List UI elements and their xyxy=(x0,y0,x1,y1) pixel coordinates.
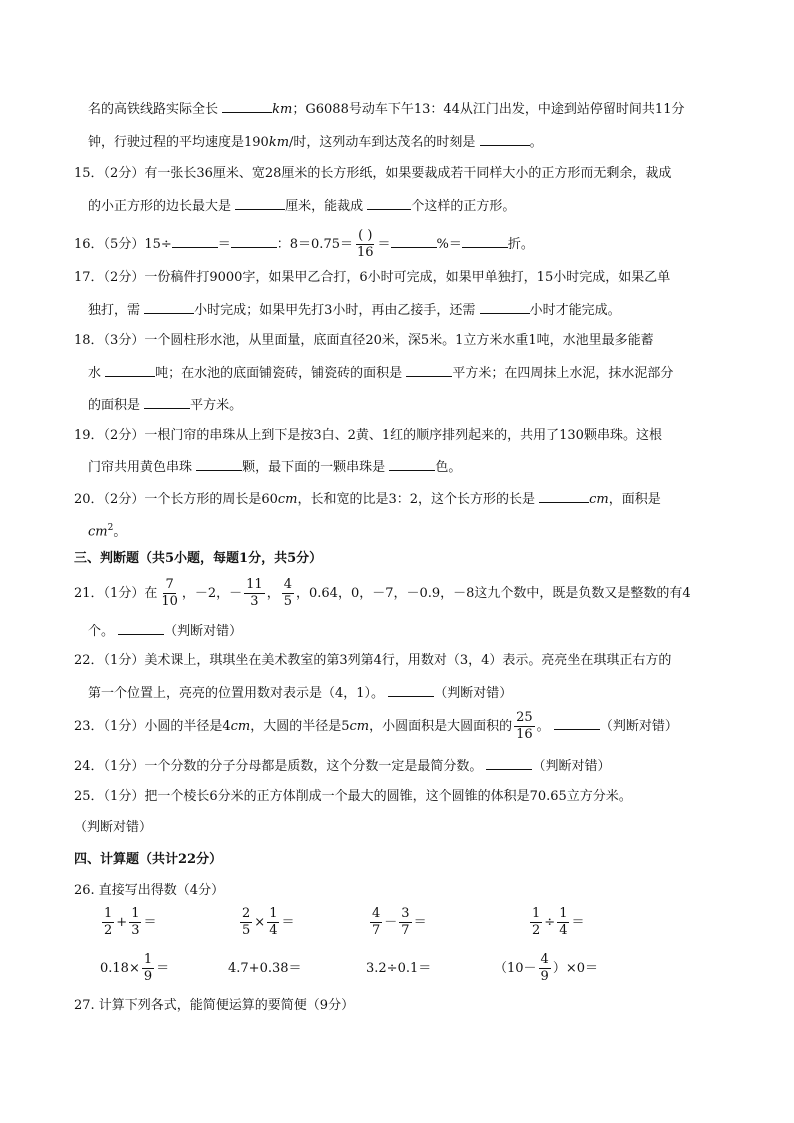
q17-line1: 17．（2分）一份稿件打9000字，如果甲乙合打，6小时可完成，如果甲单独打，15小时完成，如果乙单 xyxy=(74,270,671,285)
q17-line2 xyxy=(88,299,621,321)
q17-text: 小时完成；如果甲先打3小时，再由乙接手，还需 xyxy=(194,303,476,318)
fraction: $\frac{25}{16}$ xyxy=(516,710,533,742)
q16-line xyxy=(74,228,534,262)
q23-line xyxy=(74,709,678,745)
q26-r1-c2 xyxy=(238,906,294,940)
q16-text: 16．（5分）15÷ xyxy=(74,237,172,252)
answer-blank[interactable] xyxy=(406,362,452,377)
fraction: $\frac{4}{7}$ xyxy=(372,906,381,938)
q19-line1: 19．（2分）一根门帘的串珠从上到下是按3白、2黄、1红的顺序排列起来的，共用了130颗串珠。这根 xyxy=(74,428,662,443)
answer-blank[interactable] xyxy=(144,299,194,314)
answer-blank[interactable] xyxy=(118,620,164,635)
q14-text: 钟，行驶过程的平均速度是190 xyxy=(88,135,269,150)
q19-text: 门帘共用黄色串珠 xyxy=(88,460,193,475)
answer-blank[interactable] xyxy=(235,195,285,210)
q14-text: ；G6088号动车下午13：44从江门出发，中途到站停留时间共11分 xyxy=(292,102,685,117)
q19-text: 色。 xyxy=(435,460,462,475)
answer-blank[interactable] xyxy=(462,233,508,248)
answer-blank[interactable] xyxy=(391,233,437,248)
q26-r2-c4: （10－ $\frac{4}{9}$ ）×0＝ xyxy=(494,952,598,984)
q19-text: 颗，最下面的一颗串珠是 xyxy=(242,460,386,475)
q24-text: 24．（1分）一个分数的分子分母都是质数，这个分数一定是最简分数。 xyxy=(74,759,483,774)
answer-blank[interactable] xyxy=(222,98,272,113)
answer-blank[interactable] xyxy=(231,233,277,248)
judge-hint: （判断对错） xyxy=(532,759,611,774)
q26-r2-c2: 4.7+0.38＝ xyxy=(228,961,302,976)
answer-blank[interactable] xyxy=(554,715,600,730)
q26-r1-c3 xyxy=(368,906,427,940)
q14-line2 xyxy=(88,131,543,153)
answer-blank[interactable] xyxy=(144,394,190,409)
unit-km: km xyxy=(272,102,293,117)
answer-blank[interactable] xyxy=(196,456,242,471)
fraction-numerator[interactable]: ( ) xyxy=(358,228,373,243)
unit-cm: cm xyxy=(349,719,370,734)
q20-line1 xyxy=(74,488,661,510)
q25-line2: （判断对错） xyxy=(74,820,153,835)
fraction: $\frac{1}{4}$ xyxy=(269,906,278,938)
q14-line1 xyxy=(88,98,684,120)
fraction: $\frac{1}{4}$ xyxy=(559,906,568,938)
fraction: $\frac{1}{2}$ xyxy=(104,906,113,938)
unit-cm: cm xyxy=(277,492,298,507)
unit-cm: cm xyxy=(230,719,251,734)
q15-text: 厘米，能裁成 xyxy=(285,199,364,214)
q21-line1 xyxy=(74,577,691,611)
q14-text: 名的高铁线路实际全长 xyxy=(88,102,219,117)
fraction: $\frac{7}{10}$ xyxy=(161,577,178,609)
q21-text: 21．（1分）在 xyxy=(74,586,158,601)
answer-blank[interactable] xyxy=(105,362,155,377)
q22-text: 第一个位置上，亮亮的位置用数对表示是（4，1）。 xyxy=(88,686,385,701)
q26-r2-c3: 3.2÷0.1＝ xyxy=(366,961,432,976)
q15-text: 的小正方形的边长最大是 xyxy=(88,199,232,214)
q20-text: 。 xyxy=(113,524,127,540)
q18-text: 平方米；在四周抹上水泥，抹水泥部分 xyxy=(452,366,674,381)
q27-title: 27. 计算下列各式，能简便运算的要简便（9分） xyxy=(74,998,355,1013)
fraction: $\frac{3}{7}$ xyxy=(401,906,410,938)
answer-blank[interactable] xyxy=(172,233,218,248)
fraction: $\frac{1}{3}$ xyxy=(131,906,140,938)
q23-text: 23．（1分）小圆的半径是4 xyxy=(74,719,231,734)
q14-text: 。 xyxy=(529,135,543,150)
q21-line2 xyxy=(88,620,242,642)
equals: ＝ xyxy=(571,915,585,930)
q18-line2 xyxy=(88,362,673,384)
answer-blank[interactable] xyxy=(389,456,435,471)
q26-title: 26. 直接写出得数（4分） xyxy=(74,883,225,898)
answer-blank[interactable] xyxy=(539,488,589,503)
q18-text: 平方米。 xyxy=(190,398,243,413)
answer-blank[interactable] xyxy=(480,131,530,146)
q18-line1: 18．（3分）一个圆柱形水池，从里面量，底面直径20米，深5米。1立方米水重1吨，水池里最多能蓄 xyxy=(74,333,654,348)
q23-text: 。 xyxy=(536,719,550,734)
q26-r1-c4 xyxy=(528,906,584,940)
q16-text: ＝ xyxy=(377,237,391,252)
q16-text: 折。 xyxy=(507,237,534,252)
q18-text: 的面积是 xyxy=(88,398,141,413)
answer-blank[interactable] xyxy=(486,755,532,770)
q21-text: ，0.64，0，－7，－0.9，－8这九个数中，既是负数又是整数的有4 xyxy=(296,586,691,601)
q22-line1: 22．（1分）美术课上，琪琪坐在美术教室的第3列第4行，用数对（3，4）表示。亮亮坐在琪琪正右方的 xyxy=(74,653,672,668)
unit-cm: cm xyxy=(589,492,609,507)
operator: × xyxy=(254,915,266,930)
fraction: $\frac{2}{5}$ xyxy=(242,906,251,938)
q26-r1-c1 xyxy=(100,906,156,940)
operator: － xyxy=(384,915,398,930)
q15-text: 个这样的正方形。 xyxy=(411,199,516,214)
q21-text: ， xyxy=(266,586,280,601)
fraction: $\frac{11}{3}$ xyxy=(246,577,263,609)
q26-r2-c1: 0.18× $\frac{1}{9}$ ＝ xyxy=(100,952,170,984)
q17-text: 小时才能完成。 xyxy=(529,303,621,318)
fraction-denominator: 16 xyxy=(356,245,374,260)
section-3-title: 三、判断题（共5小题，每题1分，共5分） xyxy=(74,551,323,566)
equals: ＝ xyxy=(281,915,295,930)
q21-text: ，－2，－ xyxy=(181,586,243,601)
q20-line2 xyxy=(88,518,126,542)
q18-line3 xyxy=(88,394,242,416)
q23-text: ，小圆面积是大圆面积的 xyxy=(369,719,513,734)
q19-line2 xyxy=(88,456,461,478)
q21-text: 个。 xyxy=(88,624,115,639)
q24-line xyxy=(74,755,610,777)
operator: ÷ xyxy=(544,915,556,930)
superscript: 2 xyxy=(107,523,114,533)
q17-text: 独打，需 xyxy=(88,303,141,318)
unit-km: km xyxy=(268,135,290,150)
q15-line2 xyxy=(88,195,515,217)
answer-blank[interactable] xyxy=(388,682,434,697)
fraction xyxy=(355,228,376,261)
q20-text: ，长和宽的比是3：2，这个长方形的长是 xyxy=(297,492,536,507)
q20-text: ，面积是 xyxy=(608,492,661,507)
equals: ＝ xyxy=(143,915,157,930)
equals: ＝ xyxy=(413,915,427,930)
q16-text: ：8＝0.75＝ xyxy=(276,237,353,252)
q14-text: /时，这列动车到达茂名的时刻是 xyxy=(289,135,476,150)
answer-blank[interactable] xyxy=(480,299,530,314)
q25-line1: 25．（1分）把一个棱长6分米的正方体削成一个最大的圆锥，这个圆锥的体积是70.65立方分米。 xyxy=(74,789,632,804)
section-4-title: 四、计算题（共计22分） xyxy=(74,852,223,867)
judge-hint: （判断对错） xyxy=(434,686,513,701)
q20-text: 20．（2分）一个长方形的周长是60 xyxy=(74,492,278,507)
q23-text: ，大圆的半径是5 xyxy=(250,719,350,734)
fraction: $\frac{1}{9}$ xyxy=(143,952,153,984)
q18-text: 水 xyxy=(88,366,102,381)
answer-blank[interactable] xyxy=(367,195,411,210)
fraction: $\frac{4}{9}$ xyxy=(540,952,549,984)
q16-text: %＝ xyxy=(436,237,462,252)
q22-line2 xyxy=(88,682,512,704)
fraction: $\frac{4}{5}$ xyxy=(283,577,292,609)
operator: + xyxy=(116,915,128,930)
judge-hint: （判断对错） xyxy=(599,719,678,734)
q18-text: 吨；在水池的底面铺瓷砖，铺瓷砖的面积是 xyxy=(155,366,403,381)
fraction: $\frac{1}{2}$ xyxy=(532,906,541,938)
unit-cm: cm xyxy=(88,524,108,540)
q15-line1: 15．（2分）有一张长36厘米、宽28厘米的长方形纸，如果要裁成若干同样大小的正方形而无剩余，裁成 xyxy=(74,166,672,181)
equals: ＝ xyxy=(156,961,170,976)
judge-hint: （判断对错） xyxy=(164,624,243,639)
q16-text: ＝ xyxy=(217,237,231,252)
